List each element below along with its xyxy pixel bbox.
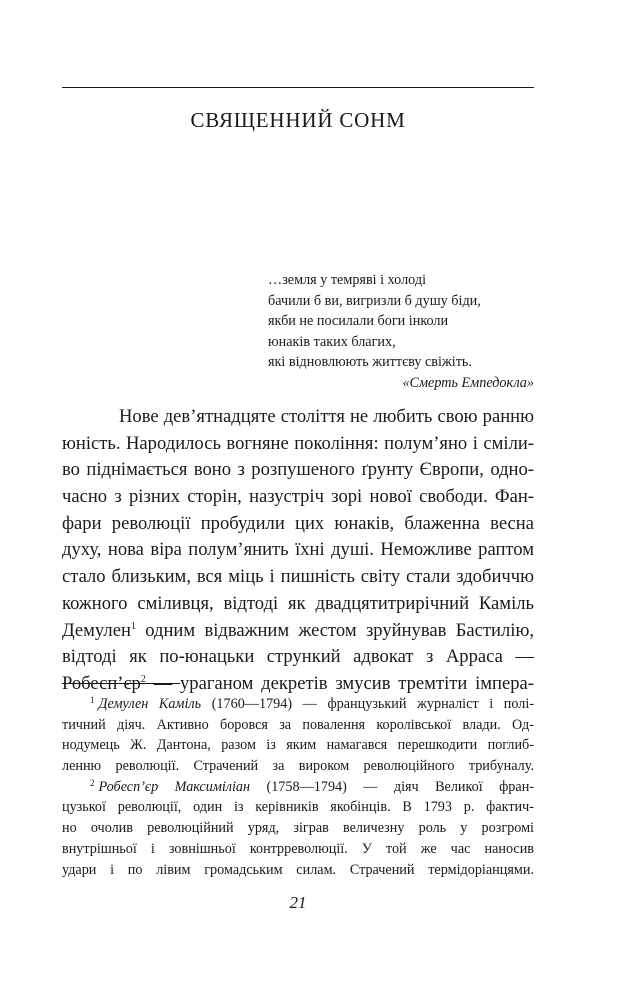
footnote-2-name: Робесп’єр Максиміліан — [98, 778, 251, 795]
footnote-1-line: ленню революції. Страчений за вироком революційного трибуналу. — [62, 758, 534, 775]
body-text-segment: Демулен — [62, 619, 131, 641]
body-line: юність. Народилось вогняне покоління: полум’яно і сміли- — [62, 432, 534, 454]
body-line: часно з різних сторін, назустріч зорі нової свободи. Фан- — [62, 486, 534, 508]
footnote-rule — [62, 683, 180, 684]
footnote-2-line: цузької революції, один із керівників якобінців. В 1793 р. фактич- — [62, 799, 534, 816]
footnote-1-text: (1760—1794) — французький журналіст і полі- — [211, 696, 534, 712]
epigraph — [268, 270, 534, 394]
footnote-2-line: но очолив революційний уряд, зіграв величезну роль у розгромі — [62, 820, 534, 837]
footnote-2-text: (1758—1794) — діяч Великої фран- — [266, 778, 535, 795]
body-line: во піднімається воно з розпушеного ґрунту Європи, одно- — [62, 459, 534, 481]
body-line-with-footnote-1 — [62, 618, 534, 645]
body-paragraph — [62, 404, 534, 698]
footnote-2-line: удари і по лівим громадським силам. Страчений термідоріанцями. — [62, 861, 534, 878]
body-text-segment: — ураганом декретів змусив тремтіти імпера- — [153, 672, 534, 694]
epigraph-source: «Смерть Емпедокла» — [402, 374, 534, 391]
epigraph-line: бачили б ви, вигризли б душу біди, — [268, 292, 481, 309]
footnote-2-line — [62, 777, 534, 798]
footnote-1-line: нодумець Ж. Дантона, разом із яким намагався перешкодити поглиб- — [62, 737, 534, 754]
chapter-title: СВЯЩЕННИЙ СОНМ — [190, 108, 406, 132]
footnote-ref-1[interactable]: 1 — [130, 620, 136, 632]
header-rule — [62, 87, 534, 88]
footnotes — [62, 694, 534, 880]
body-line: стало близьким, вся міць і пишність світу стали здобиччю — [62, 566, 534, 588]
footnote-1-line: тичний діяч. Активно боровся за повалення королівської влади. Од- — [62, 716, 534, 733]
footnote-1-line — [62, 694, 534, 715]
body-line: відтоді як по-юнацьки стрункий адвокат з Арраса — — [62, 646, 534, 668]
footnote-1-name: Демулен Каміль — [98, 696, 202, 712]
body-line: духу, нова віра полум’янить їхні душі. Неможливе раптом — [62, 539, 534, 561]
body-line: фари революції пробудили цих юнаків, блаженна весна — [62, 512, 534, 534]
epigraph-line: які відновлюють життєву свіжіть. — [268, 354, 472, 371]
epigraph-line: якби не посилали боги інколи — [268, 313, 449, 330]
page-number: 21 — [289, 893, 307, 912]
body-text-segment: одним відважним жестом зруйнував Бастилію, — [145, 619, 534, 641]
epigraph-line: юнаків таких благих, — [268, 333, 396, 350]
footnote-ref-2[interactable]: 2 — [140, 673, 146, 685]
footnote-2-marker: 2 — [90, 777, 95, 788]
footnote-1-marker: 1 — [90, 695, 95, 705]
body-line: Нове дев’ятнадцяте століття не любить свою ранню — [119, 406, 534, 427]
epigraph-line: …земля у темряві і холоді — [268, 272, 427, 288]
body-line: кожного сміливця, відтоді як двадцятитрирічний Каміль — [62, 592, 534, 614]
footnote-2-line: внутрішньої і зовнішньої контрреволюції. У той же час наносив — [62, 840, 534, 857]
body-text-segment: Робесп’єр — [62, 672, 141, 694]
